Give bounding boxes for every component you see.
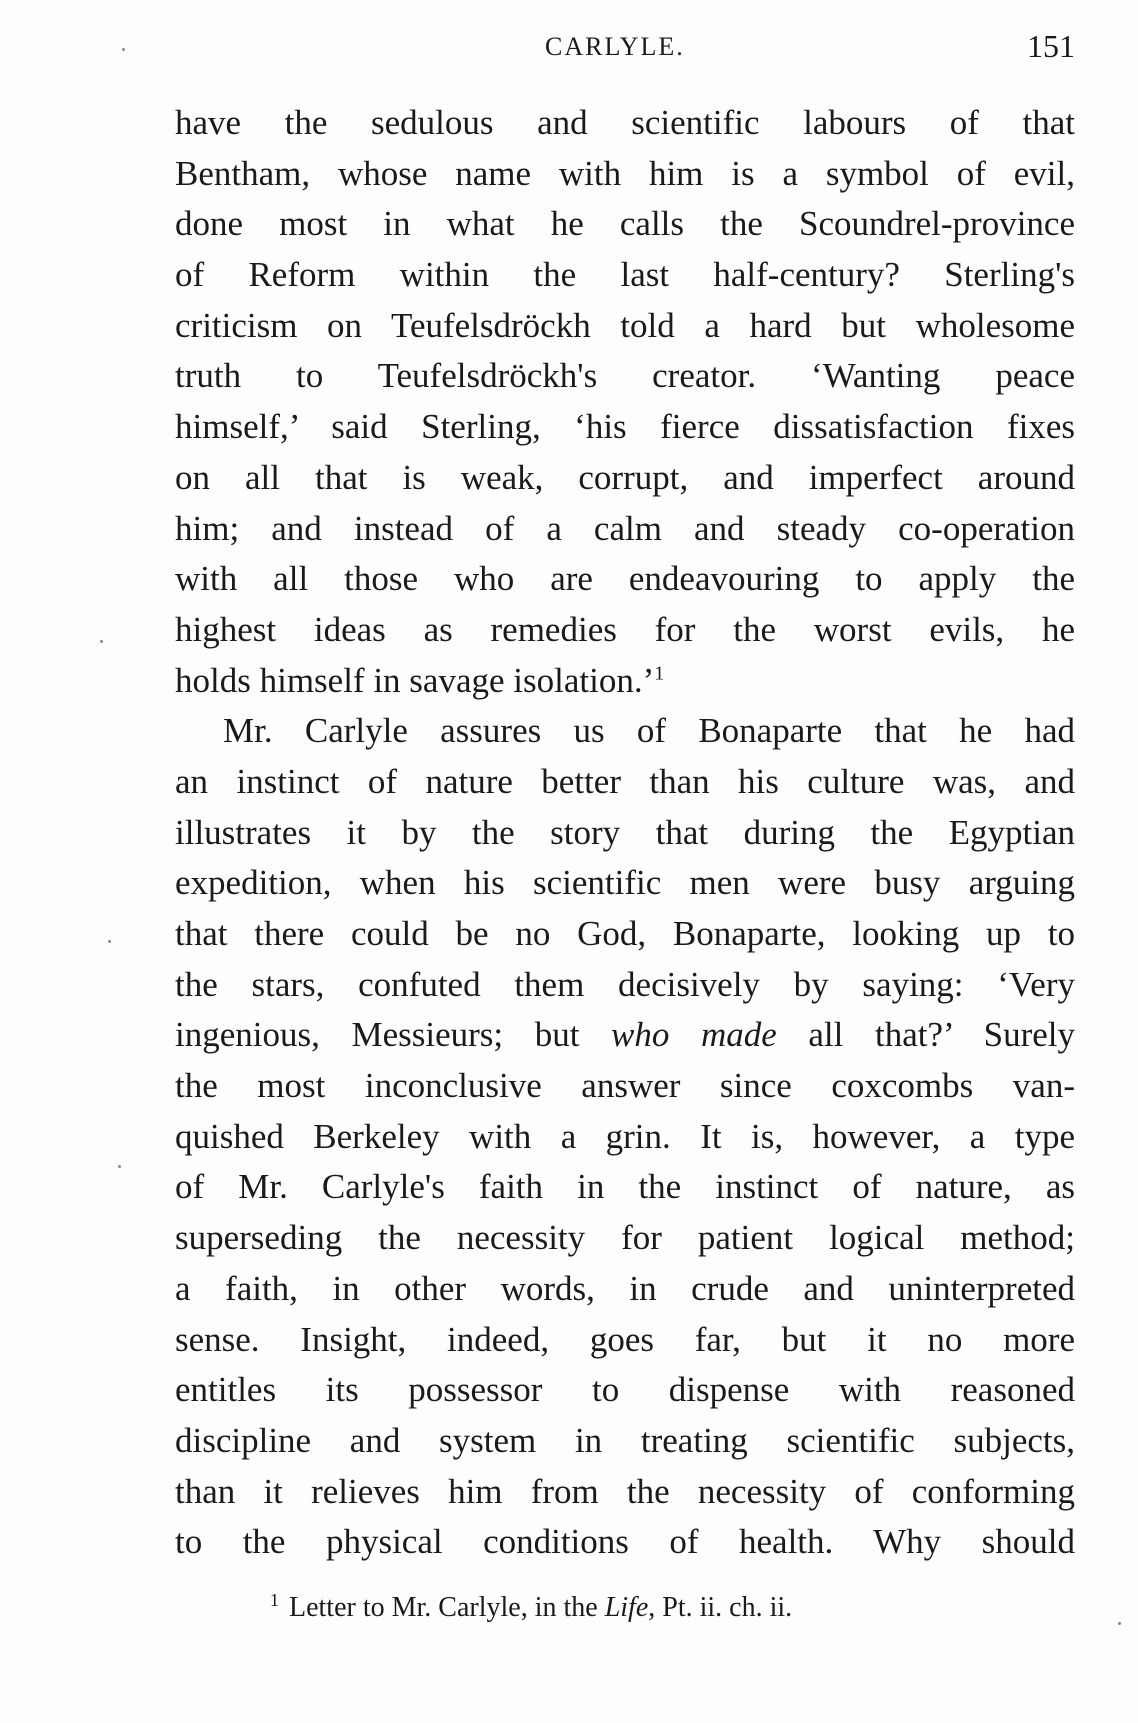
text-line: that there could be no God, Bonaparte, looking up to bbox=[175, 914, 1075, 953]
text-line: truth to Teufelsdröckh's creator. ‘Wanting peace bbox=[175, 356, 1075, 396]
footnote-reference: 1 bbox=[654, 661, 665, 684]
paper-speck bbox=[108, 940, 111, 943]
text-line: done most in what he calls the Scoundrel-province bbox=[175, 204, 1075, 244]
text-line: a faith, in other words, in crude and uninterpreted bbox=[175, 1268, 1075, 1308]
paragraph-start-line: Mr. Carlyle assures us of Bonaparte that he had bbox=[223, 711, 1075, 751]
footnote bbox=[270, 1589, 1070, 1624]
text-line: superseding the necessity for patient logical method; bbox=[175, 1218, 1075, 1258]
text-line: to the physical conditions of health. Why should bbox=[175, 1522, 1075, 1562]
text-line: than it relieves him from the necessity of conforming bbox=[175, 1471, 1075, 1511]
text-line-with-italic bbox=[175, 1010, 1075, 1061]
text-line: criticism on Teufelsdröckh told a hard but wholesome bbox=[175, 305, 1075, 345]
text-line: discipline and system in treating scientific subjects, bbox=[175, 1420, 1075, 1460]
paper-speck bbox=[100, 640, 103, 643]
running-title: CARLYLE. bbox=[545, 32, 685, 61]
text-line: illustrates it by the story that during the Egyptian bbox=[175, 812, 1075, 852]
text-line: of Mr. Carlyle's faith in the instinct of nature, as bbox=[175, 1167, 1075, 1207]
text-line: have the sedulous and scientific labours of that bbox=[175, 103, 1075, 142]
footnote-marker: 1 bbox=[270, 1589, 279, 1610]
text-line: him; and instead of a calm and steady co-operation bbox=[175, 508, 1075, 548]
footnote-italic: Life bbox=[604, 1592, 649, 1623]
text-line: on all that is weak, corrupt, and imperfect around bbox=[175, 457, 1075, 497]
paper-speck bbox=[118, 1165, 121, 1168]
text-fragment: all that?’ Surely bbox=[776, 1015, 1076, 1055]
text-line: of Reform within the last half-century? Sterling's bbox=[175, 255, 1075, 295]
text-line: expedition, when his scientific men were busy arguing bbox=[175, 863, 1075, 903]
text-line: highest ideas as remedies for the worst evils, he bbox=[175, 609, 1075, 649]
page-number: 151 bbox=[1027, 28, 1075, 64]
text-line: sense. Insight, indeed, goes far, but it no more bbox=[175, 1319, 1075, 1359]
text-line: himself,’ said Sterling, ‘his fierce dissatisfaction fixes bbox=[175, 407, 1075, 447]
text-fragment: ingenious, Messieurs; but bbox=[175, 1015, 612, 1055]
text-line: Bentham, whose name with him is a symbol of evil, bbox=[175, 153, 1075, 193]
paper-speck bbox=[122, 48, 125, 51]
text-line: the most inconclusive answer since coxcombs van- bbox=[175, 1066, 1075, 1106]
text-line: the stars, confuted them decisively by saying: ‘Very bbox=[175, 964, 1075, 1004]
body-text bbox=[175, 98, 1075, 1568]
text-fragment: holds himself in savage isolation.’ bbox=[175, 660, 655, 700]
text-line: with all those who are endeavouring to apply the bbox=[175, 559, 1075, 599]
italic-phrase: who made bbox=[611, 1015, 777, 1055]
footnote-text-end: , Pt. ii. ch. ii. bbox=[648, 1592, 793, 1623]
text-line: entitles its possessor to dispense with reasoned bbox=[175, 1370, 1075, 1410]
running-header bbox=[175, 28, 1075, 68]
text-line: quished Berkeley with a grin. It is, however, a type bbox=[175, 1116, 1075, 1156]
text-line: an instinct of nature better than his culture was, and bbox=[175, 761, 1075, 801]
paragraph-end-line bbox=[175, 656, 1075, 707]
footnote-text: Letter to Mr. Carlyle, in the bbox=[289, 1592, 605, 1623]
paper-speck bbox=[1118, 1622, 1121, 1625]
